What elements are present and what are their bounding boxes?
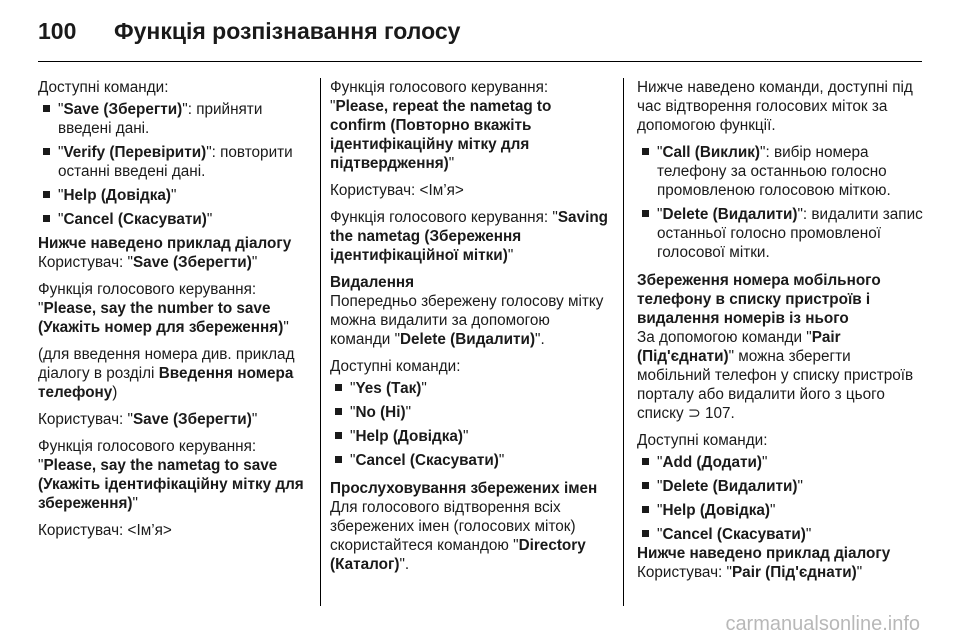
bullet-icon: [642, 482, 649, 489]
list-item: "Verify (Перевірити)": повторити останні введені дані.: [38, 143, 306, 181]
commands-intro: Доступні команди:: [330, 358, 461, 375]
list-item: "Add (Додати)": [637, 453, 923, 472]
bullet-icon: [642, 530, 649, 537]
column-2: [330, 78, 610, 582]
watermark: carmanualsonline.info: [725, 613, 920, 635]
list-item: "Cancel (Скасувати)": [637, 525, 923, 544]
bullet-icon: [642, 148, 649, 155]
section-heading: Нижче наведено приклад діалогу: [637, 545, 891, 562]
bullet-icon: [43, 148, 50, 155]
paragraph: Користувач: "Save (Зберегти)": [38, 254, 258, 271]
list-item: "Yes (Так)": [330, 379, 610, 398]
column-divider-2: [623, 78, 624, 606]
paragraph: За допомогою команди "Pair (Під'єднати)" можна зберегти мобільний телефон у списку пристроїв порталу або видалити його з цього списку ⊃ 107.: [637, 329, 914, 422]
paragraph: Користувач: "Save (Зберегти)": [38, 411, 258, 428]
commands-intro: Доступні команди:: [637, 432, 768, 449]
section-heading: Нижче наведено приклад діалогу: [38, 235, 292, 252]
list-item: "Help (Довідка)": [330, 427, 610, 446]
bullet-icon: [335, 384, 342, 391]
paragraph: Користувач: <Ім’я>: [330, 182, 464, 199]
bullet-icon: [43, 105, 50, 112]
list-item: "No (Ні)": [330, 403, 610, 422]
bullet-icon: [43, 215, 50, 222]
paragraph: (для введення номера див. приклад діалогу в розділі Введення номера телефону): [38, 346, 295, 401]
list-item: "Call (Виклик)": вибір номера телефону за останньою голосно промовленою голосовою міткою.: [637, 143, 923, 200]
bullet-icon: [642, 506, 649, 513]
paragraph: Для голосового відтворення всіх збережених імен (голосових міток) скористайтеся командою "Directory (Каталог)".: [330, 499, 586, 573]
bullet-icon: [642, 210, 649, 217]
column-3: [637, 78, 923, 590]
list-item: "Delete (Видалити)": [637, 477, 923, 496]
bullet-icon: [642, 458, 649, 465]
paragraph: Функція голосового керування: "Saving the nametag (Збереження ідентифікаційної мітки)": [330, 209, 609, 264]
section-heading: Збереження номера мобільного телефону в списку пристроїв і видалення номерів із нього: [637, 272, 881, 327]
page-number: 100: [38, 18, 77, 44]
list-item: "Help (Довідка)": [637, 501, 923, 520]
list-item: "Delete (Видалити)": видалити запис останньої голосно промовленої голосової мітки.: [637, 205, 923, 262]
header-rule: [38, 61, 922, 62]
section-heading: Видалення: [330, 274, 415, 291]
column-divider-1: [320, 78, 321, 606]
list-item: "Cancel (Скасувати)": [38, 210, 306, 229]
paragraph: Функція голосового керування: "Please, say the nametag to save (Укажіть ідентифікаційну мітку для збереження)": [38, 438, 304, 512]
paragraph: Нижче наведено команди, доступні під час відтворення голосових міток за допомогою функції.: [637, 79, 913, 134]
paragraph: Користувач: <Ім’я>: [38, 522, 172, 539]
bullet-icon: [335, 408, 342, 415]
paragraph: Користувач: "Pair (Під'єднати)": [637, 564, 863, 581]
commands-intro: Доступні команди:: [38, 79, 169, 96]
bullet-icon: [43, 191, 50, 198]
list-item: "Help (Довідка)": [38, 186, 306, 205]
bullet-icon: [335, 432, 342, 439]
page-reference-arrow-icon: ⊃: [687, 405, 701, 422]
list-item: "Save (Зберегти)": прийняти введені дані.: [38, 100, 306, 138]
bullet-icon: [335, 456, 342, 463]
column-1: [38, 78, 306, 548]
list-item: "Cancel (Скасувати)": [330, 451, 610, 470]
paragraph: Функція голосового керування: "Please, repeat the nametag to confirm (Повторно вкажіть ідентифікаційну мітку для підтвердження)": [330, 79, 552, 172]
page-title: Функція розпізнавання голосу: [114, 18, 461, 44]
section-heading: Прослуховування збережених імен: [330, 480, 598, 497]
paragraph: Попередньо збережену голосову мітку можна видалити за допомогою команди "Delete (Видалити)".: [330, 293, 604, 348]
paragraph: Функція голосового керування: "Please, say the number to save (Укажіть номер для збереження)": [38, 281, 289, 336]
